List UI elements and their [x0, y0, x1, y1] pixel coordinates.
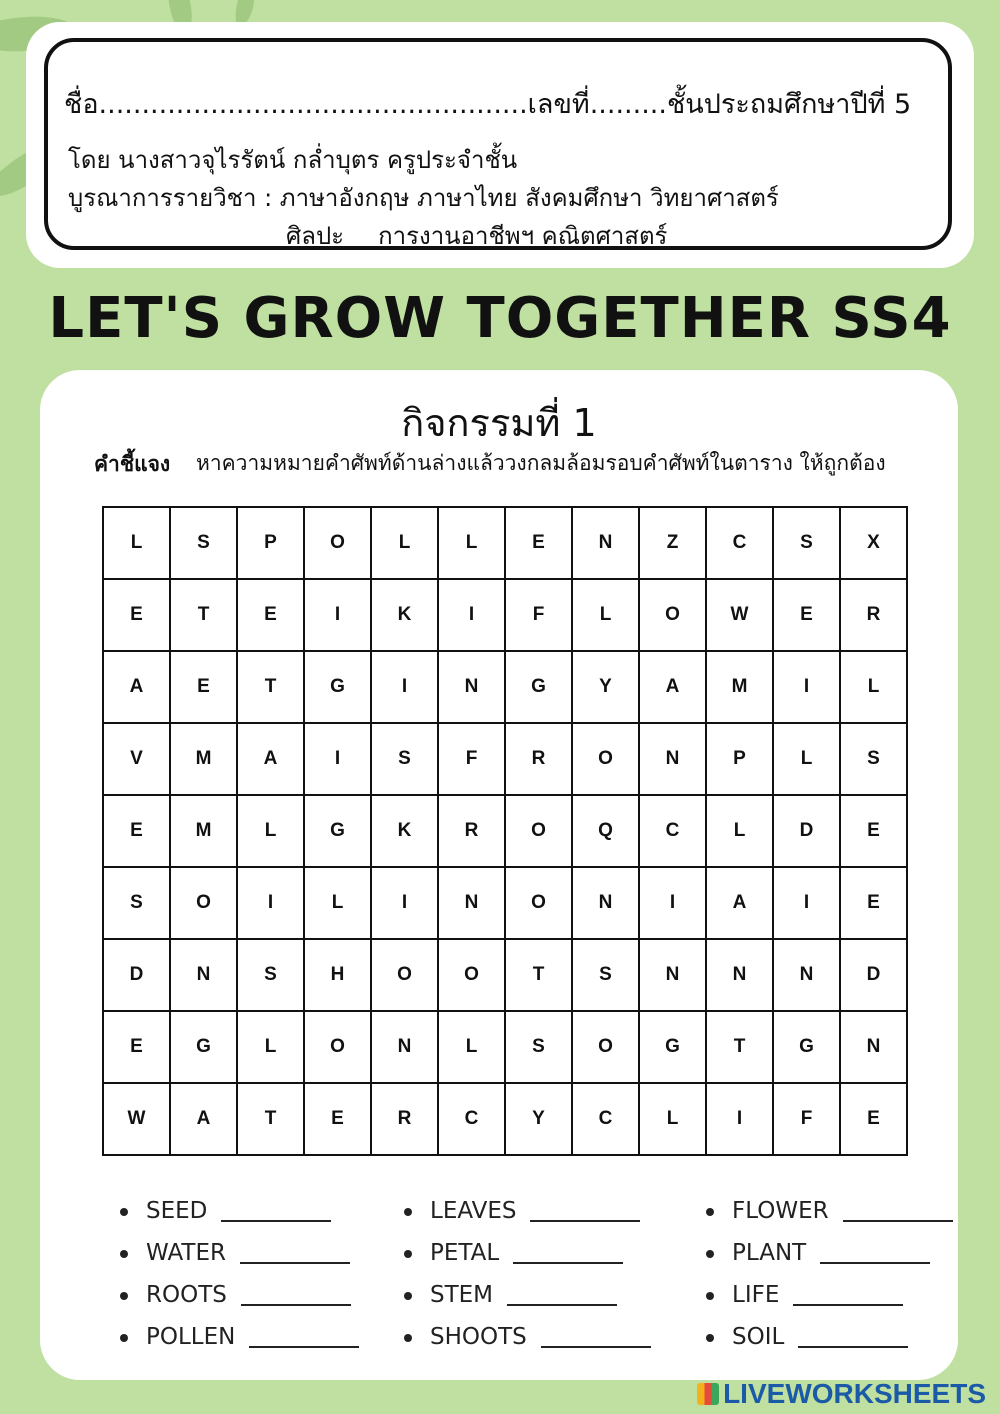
student-info-line: ชื่อ..................................................เลขที่.........ชั้นประถมศึกษาปีที่ 5	[64, 89, 912, 120]
grid-cell[interactable]: O	[304, 1011, 371, 1083]
grid-cell[interactable]: I	[639, 867, 706, 939]
grid-cell[interactable]: P	[706, 723, 773, 795]
grid-cell[interactable]: M	[170, 795, 237, 867]
answer-blank[interactable]	[240, 1262, 350, 1264]
grid-cell[interactable]: Y	[572, 651, 639, 723]
grid-cell[interactable]: R	[505, 723, 572, 795]
grid-cell[interactable]: A	[103, 651, 170, 723]
grid-cell[interactable]: I	[237, 867, 304, 939]
answer-blank[interactable]	[541, 1346, 651, 1348]
grid-cell[interactable]: N	[572, 507, 639, 579]
liveworksheets-logo: LIVEWORKSHEETS	[697, 1378, 986, 1410]
grid-cell[interactable]: N	[639, 939, 706, 1011]
grid-cell[interactable]: L	[237, 795, 304, 867]
grid-row	[103, 939, 907, 1011]
subject-art: ศิลปะ	[286, 222, 345, 250]
logo-icon	[697, 1383, 719, 1405]
activity-title: กิจกรรมที่ 1	[401, 401, 597, 445]
grid-cell[interactable]: C	[572, 1083, 639, 1155]
grid-cell[interactable]: L	[773, 723, 840, 795]
grid-cell[interactable]: N	[371, 1011, 438, 1083]
grid-cell[interactable]: N	[840, 1011, 907, 1083]
grid-cell[interactable]: T	[170, 579, 237, 651]
grid-row	[103, 1011, 907, 1083]
answer-blank[interactable]	[793, 1304, 903, 1306]
word-item: FLOWER	[706, 1198, 953, 1224]
grid-cell[interactable]: M	[170, 723, 237, 795]
grid-cell[interactable]: V	[103, 723, 170, 795]
worksheet-title: LET'S GROW TOGETHER SS4	[48, 286, 952, 351]
grid-cell[interactable]: A	[237, 723, 304, 795]
grid-cell[interactable]: Z	[639, 507, 706, 579]
grid-cell[interactable]: I	[438, 579, 505, 651]
grid-cell[interactable]: G	[170, 1011, 237, 1083]
word-item: PLANT	[706, 1240, 930, 1266]
grid-cell[interactable]: G	[505, 651, 572, 723]
grid-cell[interactable]: I	[773, 867, 840, 939]
answer-blank[interactable]	[241, 1304, 351, 1306]
grid-cell[interactable]: E	[840, 1083, 907, 1155]
grid-cell[interactable]: E	[840, 795, 907, 867]
grid-cell[interactable]: N	[170, 939, 237, 1011]
grid-row	[103, 867, 907, 939]
grid-cell[interactable]: G	[304, 651, 371, 723]
instruction-label: คำชี้แจง	[94, 452, 171, 476]
grid-cell[interactable]: T	[505, 939, 572, 1011]
grid-cell[interactable]: L	[371, 507, 438, 579]
grid-cell[interactable]: I	[371, 651, 438, 723]
grid-cell[interactable]: F	[438, 723, 505, 795]
grid-cell[interactable]: W	[706, 579, 773, 651]
grid-cell[interactable]: I	[371, 867, 438, 939]
word-item: SOIL	[706, 1324, 908, 1350]
grid-cell[interactable]: Y	[505, 1083, 572, 1155]
grid-cell[interactable]: N	[639, 723, 706, 795]
grid-cell[interactable]: A	[639, 651, 706, 723]
word-item: LIFE	[706, 1282, 903, 1308]
answer-blank[interactable]	[820, 1262, 930, 1264]
word-item: POLLEN	[120, 1324, 359, 1350]
grid-cell[interactable]: E	[304, 1083, 371, 1155]
word-item: ROOTS	[120, 1282, 351, 1308]
grid-cell[interactable]: T	[706, 1011, 773, 1083]
activity-card	[40, 370, 958, 1380]
instruction-text: หาความหมายคำศัพท์ด้านล่างแล้ววงกลมล้อมรอบคำศัพท์ในตาราง ให้ถูกต้อง	[196, 451, 886, 475]
grid-cell[interactable]: R	[438, 795, 505, 867]
grid-cell[interactable]: O	[505, 795, 572, 867]
header-box	[44, 38, 952, 250]
grid-cell[interactable]: L	[103, 507, 170, 579]
grid-cell[interactable]: L	[706, 795, 773, 867]
grid-cell[interactable]: L	[572, 579, 639, 651]
grid-cell[interactable]: K	[371, 579, 438, 651]
answer-blank[interactable]	[221, 1220, 331, 1222]
grid-cell[interactable]: E	[505, 507, 572, 579]
grid-cell[interactable]: O	[505, 867, 572, 939]
grid-cell[interactable]: W	[103, 1083, 170, 1155]
grid-cell[interactable]: O	[639, 579, 706, 651]
grid-cell[interactable]: S	[237, 939, 304, 1011]
grid-cell[interactable]: L	[438, 1011, 505, 1083]
answer-blank[interactable]	[843, 1220, 953, 1222]
grid-cell[interactable]: X	[840, 507, 907, 579]
answer-blank[interactable]	[513, 1262, 623, 1264]
grid-cell[interactable]: G	[773, 1011, 840, 1083]
grid-cell[interactable]: O	[572, 723, 639, 795]
word-item: WATER	[120, 1240, 350, 1266]
grid-cell[interactable]: P	[237, 507, 304, 579]
grid-cell[interactable]: F	[773, 1083, 840, 1155]
grid-cell[interactable]: N	[572, 867, 639, 939]
grid-cell[interactable]: L	[304, 867, 371, 939]
grid-cell[interactable]: C	[639, 795, 706, 867]
grid-cell[interactable]: S	[840, 723, 907, 795]
grid-cell[interactable]: H	[304, 939, 371, 1011]
word-search-grid[interactable]	[102, 506, 908, 1156]
grid-row	[103, 723, 907, 795]
answer-blank[interactable]	[507, 1304, 617, 1306]
grid-cell[interactable]: D	[103, 939, 170, 1011]
word-item: LEAVES	[404, 1198, 640, 1224]
word-item: SEED	[120, 1198, 331, 1224]
grid-cell[interactable]: E	[103, 579, 170, 651]
grid-cell[interactable]: S	[170, 507, 237, 579]
grid-cell[interactable]: I	[304, 579, 371, 651]
grid-cell[interactable]: N	[706, 939, 773, 1011]
grid-cell[interactable]: E	[103, 1011, 170, 1083]
grid-cell[interactable]: E	[170, 651, 237, 723]
grid-cell[interactable]: E	[237, 579, 304, 651]
grid-cell[interactable]: A	[170, 1083, 237, 1155]
grid-cell[interactable]: E	[840, 867, 907, 939]
grid-cell[interactable]: O	[572, 1011, 639, 1083]
word-item: STEM	[404, 1282, 617, 1308]
grid-cell[interactable]: S	[572, 939, 639, 1011]
word-item: SHOOTS	[404, 1324, 651, 1350]
grid-cell[interactable]: T	[237, 651, 304, 723]
teacher-line: โดย นางสาวจุไรรัตน์ กล่ำบุตร ครูประจำชั้น	[68, 146, 518, 174]
grid-cell[interactable]: G	[639, 1011, 706, 1083]
grid-cell[interactable]: L	[237, 1011, 304, 1083]
grid-cell[interactable]: G	[304, 795, 371, 867]
grid-cell[interactable]: D	[840, 939, 907, 1011]
grid-cell[interactable]: O	[170, 867, 237, 939]
grid-cell[interactable]: N	[438, 651, 505, 723]
grid-cell[interactable]: L	[438, 507, 505, 579]
grid-cell[interactable]: O	[371, 939, 438, 1011]
grid-row	[103, 795, 907, 867]
subjects-line-2	[286, 216, 701, 255]
answer-blank[interactable]	[530, 1220, 640, 1222]
grid-cell[interactable]: L	[639, 1083, 706, 1155]
grid-cell[interactable]: S	[773, 507, 840, 579]
word-list	[120, 1198, 960, 1368]
grid-cell[interactable]: C	[706, 507, 773, 579]
grid-cell[interactable]: C	[438, 1083, 505, 1155]
grid-cell[interactable]: N	[773, 939, 840, 1011]
grid-cell[interactable]: O	[438, 939, 505, 1011]
grid-cell[interactable]: T	[237, 1083, 304, 1155]
header-card	[26, 22, 974, 268]
answer-blank[interactable]	[249, 1346, 359, 1348]
grid-cell[interactable]: E	[773, 579, 840, 651]
grid-cell[interactable]: F	[505, 579, 572, 651]
word-item: PETAL	[404, 1240, 623, 1266]
grid-row	[103, 1083, 907, 1155]
grid-cell[interactable]: R	[371, 1083, 438, 1155]
grid-row	[103, 651, 907, 723]
grid-cell[interactable]: I	[706, 1083, 773, 1155]
grid-cell[interactable]: Q	[572, 795, 639, 867]
answer-blank[interactable]	[798, 1346, 908, 1348]
subject-others: การงานอาชีพฯ คณิตศาสตร์	[378, 222, 668, 250]
subjects-line: บูรณาการรายวิชา : ภาษาอังกฤษ ภาษาไทย สังคมศึกษา วิทยาศาสตร์	[68, 184, 779, 212]
grid-cell[interactable]: L	[840, 651, 907, 723]
grid-cell[interactable]: D	[773, 795, 840, 867]
grid-cell[interactable]: S	[505, 1011, 572, 1083]
grid-row	[103, 579, 907, 651]
grid-cell[interactable]: A	[706, 867, 773, 939]
grid-cell[interactable]: N	[438, 867, 505, 939]
grid-cell[interactable]: S	[103, 867, 170, 939]
grid-cell[interactable]: S	[371, 723, 438, 795]
grid-cell[interactable]: K	[371, 795, 438, 867]
grid-cell[interactable]: O	[304, 507, 371, 579]
grid-cell[interactable]: E	[103, 795, 170, 867]
grid-row	[103, 507, 907, 579]
grid-cell[interactable]: M	[706, 651, 773, 723]
grid-cell[interactable]: R	[840, 579, 907, 651]
grid-cell[interactable]: I	[304, 723, 371, 795]
grid-cell[interactable]: I	[773, 651, 840, 723]
